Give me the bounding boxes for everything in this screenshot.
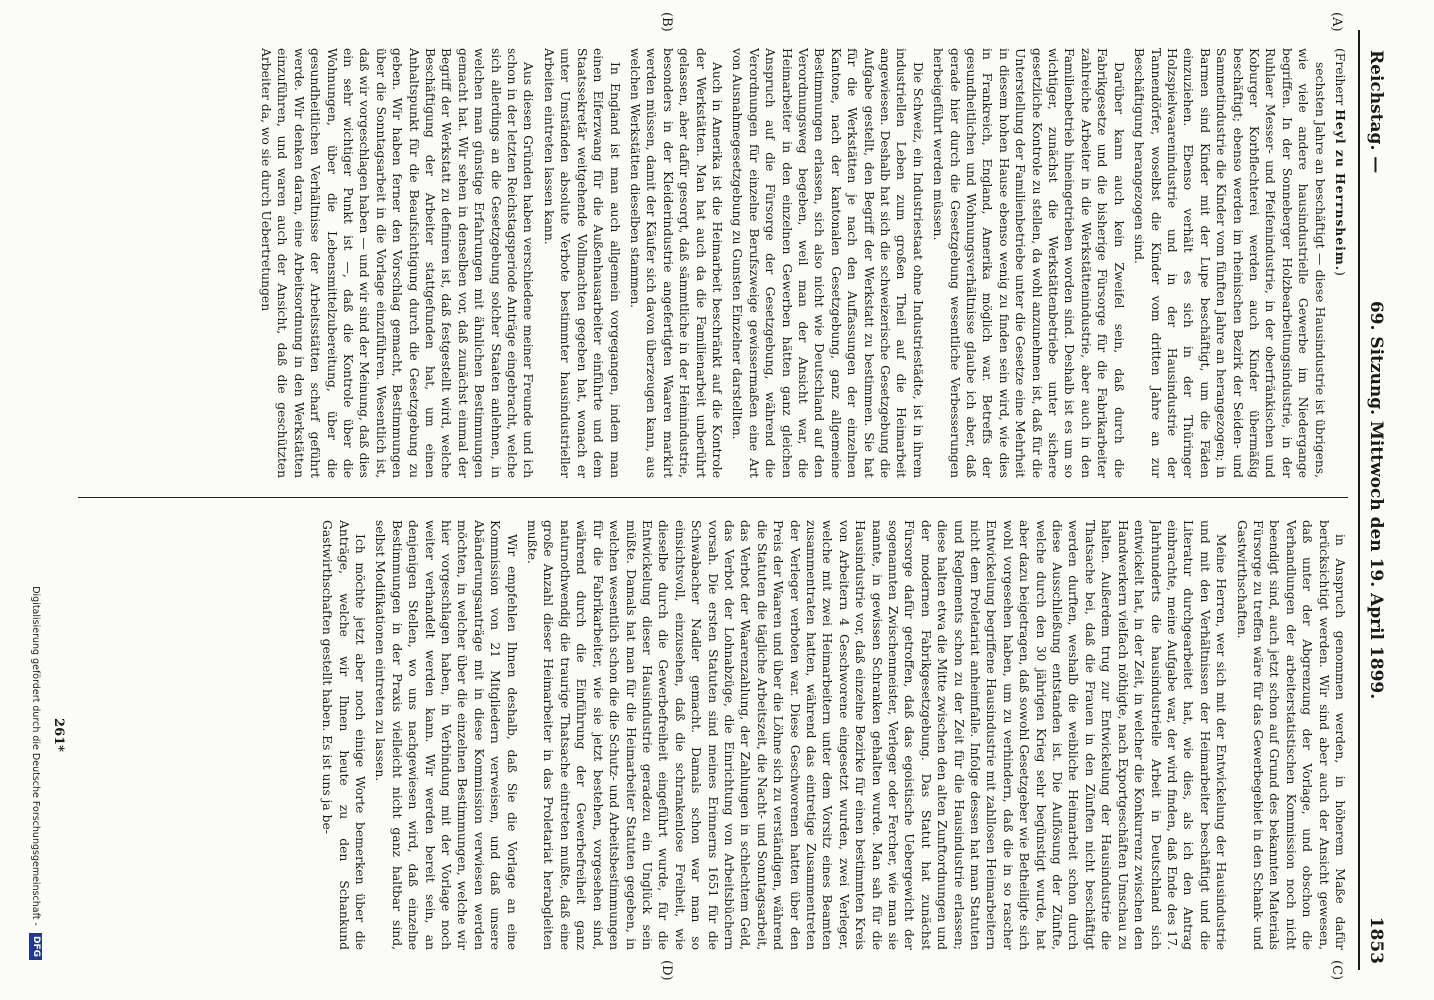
header-chamber: Reichstag. — xyxy=(1366,50,1386,174)
paragraph: Wir empfehlen Ihnen deshalb, daß Sie die Vorlage an eine Kommission von 21 Mitgliedern verweisen, und daß unsere Abänderungsanträge mit in diese Kommission verwiesen werden möchten, in welcher über die einzelnen Bestimmungen, welche wir hier vorgeschlagen haben, in Verbindung mit der Vorlage noch weiter verhandelt werden kann. Wir werden bereit sein, an denjenigen Stellen, wo uns nachgewiesen wird, daß einzelne Bestimmungen in der Praxis vielleicht nicht ganz haltbar sind, selbst Modifikationen eintreten zu lassen. xyxy=(373,520,519,950)
paragraph: Auch in Amerika ist die Heimarbeit beschränkt auf die Kontrole der Werkstätten. Man hat auch da die Familienarbeit unberührt gelassen, aber dafür gesorgt, daß sämmtliche in der Heimindustrie, besonders in der Kleiderindustrie angefertigten Waaren markirt werden müssen, damit der Käufer sich davon überzeugen kann, aus welchen Werkstätten dieselben stammen. xyxy=(627,48,724,478)
speaker-name: Heyl zu Herrnsheim. xyxy=(1333,109,1348,272)
paragraph: Darüber kann auch kein Zweifel sein, daß durch die Fabrikgesetze und die bisherige Fürsorge für die Fabrikarbeiter zahlreiche Arbeiter in die Werkstättenindustrie, aber auch in den Familienbetrieb hineingetrieben worden sind. Deshalb ist es um so wichtiger, zunächst die Werkstättenbetriebe unter sichere gesetzliche Kontrole zu stellen, da wohl anzunehmen ist, daß für die Unterstellung der Familienbetriebe unter die Gesetze eine Mehrheit in diesem hohen Hause ebenso wenig zu finden sein wird, wie dies in Frankreich, England, Amerika möglich war. Betreffs der gesundheitlichen und Wohnungsverhältnisse glaube ich aber, daß gerade hier durch die Gesetzgebung wesentliche Verbesserungen herbeigeführt werden müssen. xyxy=(931,48,1126,478)
header-title: 69. Sitzung. Mittwoch den 19. April 1899. xyxy=(1366,300,1386,700)
paragraph: in Anspruch genommen werden, in höherem Maße dafür berücksichtigt werden. Wir sind aber auch der Ansicht gewesen, daß unter der Abgrenzung der Vorlage, und obschon die Verhandlungen der arbeiterstatistischen Kommission noch nicht beendigt sind, auch jetzt schon auf Grund des bekannten Materials Fürsorge zu treffen wäre für das Gewerbegebiet in den Schank- und Gastwirthschaften. xyxy=(1234,520,1347,950)
page-header xyxy=(1358,30,1388,970)
page-number: 1853 xyxy=(1366,916,1386,964)
credit-text: Digitalisierung gefördert durch die Deutsche Forschungsgemeinschaft - xyxy=(30,586,41,926)
margin-marker-d: (D) xyxy=(659,960,674,981)
dfg-logo: DFG xyxy=(29,933,42,960)
paragraph: In England ist man auch allgemein vorgegangen, indem man einen Eiferzwang für die Außenhausarbeiter einführte und dem Staatssekretär weitgehende Vollmachten gegeben hat, wonach er unter Umständen absolute Verbote bestimmter hausindustrieller Arbeiten eintreten lassen kann. xyxy=(541,48,622,478)
margin-marker-b: (B) xyxy=(659,12,674,32)
digitization-credit xyxy=(24,0,46,960)
speaker-suffix: ) xyxy=(1333,271,1347,276)
sheet-number: 261* xyxy=(51,718,66,752)
speaker-line xyxy=(1332,48,1348,478)
paragraph: Meine Herren, wer sich mit der Entwickelung der Hausindustrie und mit den Verhältnissen der Heimarbeiter beschäftigt und die Literatur durchgearbeitet hat, wie dies, als ich den Antrag einbrachte, meine Aufgabe war, der wird finden, daß Ende des 17. Jahrhunderts die hausindustrielle Arbeit in Deutschland sich entwickelt hat, in der Zeit, in welcher die Konkurrenz zwischen den Handwerkern vielfach nöthigte, nach Exportgeschäften Umschau zu halten. Außerdem trug zur Entwickelung der Hausindustrie die Thatsache bei, daß die Frauen in den Zünften nicht beschäftigt werden durften, weshalb die weibliche Heimarbeit schon durch diese Ausschließung entstanden ist. Die Auflösung der Zünfte, welche durch den 30 jährigen Krieg sehr begünstigt wurde, hat aber dazu beigetragen, daß sowohl Gesetzgeber wie Betheiligte sich wohl vorgesehen haben, um zu verhindern, daß die in so rascher Entwickelung begriffene Hausindustrie mit zahllosen Heimarbeitern nicht dem Proletariat anheimfalle. Infolge dessen hat man Statuten und Reglements schon zu der Zeit für die Hausindustrie erlassen; diese halten etwa die Mitte zwischen den alten Zunftordnungen und der modernen Fabrikgesetzgebung. Das Statut hat zunächst Fürsorge dafür getroffen, daß das egoistische Uebergewicht der sogenannten Zwischenmeister, Verleger oder Fercher, wie man sie nannte, in gewissen Schranken gehalten wurde. Man sah für die Hausindustrie vor, daß einzelne Bezirke für einen bestimmten Kreis von Arbeitern 4 Geschworene eingesetzt wurden, zwei Verleger, welche mit zwei Heimarbeitern unter dem Vorsitz eines Beamten zusammentraten hatten, während das eintretige Zusammentreten der Verleger verboten war. Diese Geschworenen hatten über den Preis der Waaren und über die Löhne sich zu verständigen, während die Statuten die tägliche Arbeitszeit, die Nacht- und Sonntagsarbeit, das Verbot der Waarenzahlung, der Zahlungen in schlechtem Geld, das Verbot der Lohnabzüge, die Einrichtung von Arbeitsbüchern vorsah. Die ersten Statuten sind meines Erinnerns 1651 für die Schwabacher Nadler gemacht. Damals schon war man so einsichtsvoll, einzusehen, daß die schrankenlose Freiheit, wie dieselbe durch die Gewerbefreiheit eingeführt wurde, für die Entwickelung dieser Hausindustrie geradezu ein Unglück sein müßte. Damals hat man für die Heimarbeiter Statuten gegeben, in welchen wesentlich schon die die Schutz- und Arbeitsbestimmungen für die Fabrikarbeiter, wie sie jetzt bestehen, vorgesehen sind, während durch die Einführung der Gewerbefreiheit ganz naturnothwendig die traurige Thatsache eintreten mußte, daß eine große Anzahl dieser Heimarbeiter in das Proletariat herabgleiten mußte. xyxy=(525,520,1229,950)
margin-marker-c: (C) xyxy=(1329,960,1344,981)
paragraph: Aus diesen Gründen haben verschiedene meiner Freunde und ich schon in der letzten Reichstagsperiode Anträge eingebracht, welche sich allerdings an die Gesetzgebung solcher Staaten anlehnen, in welchen man günstige Erfahrungen mit ähnlichen Bestimmungen gemacht hat. Wir sehen in denselben vor, daß zunächst einmal der Begriff der Werkstatt zu definiren ist, daß festgestellt wird, welche Beschäftigung der Arbeiter stattgefunden hat, um einen Anhaltspunkt für die Beaufsichtigung durch die Gesetzgebung zu geben. Wir haben ferner den Vorschlag gemacht, Bestimmungen über die Sonntagsarbeit in die Vorlage einzuführen. Wesentlich ist, daß wir vorgeschlagen haben — und wir sind der Meinung, daß dies ein sehr wichtiger Punkt ist —, daß die Kontrole über die Wohnungen, über die Lebensmittelzubereitung, über die gesundheitlichen Verhältnisse der Arbeitsstätten scharf geführt werde. Wir denken daran, eine Arbeitsordnung in den Werkstätten einzuführen, und waren auch der Ansicht, daß die geschützten Arbeiter da, wo sie durch Uebertretungen xyxy=(259,48,536,478)
margin-marker-a: (A) xyxy=(1329,12,1344,32)
column-divider xyxy=(78,497,1348,498)
paragraph: Ich möchte jetzt aber noch einige Worte bemerken über die Anträge, welche wir Ihnen heute zu den Schankund Gastwirthschaften gestellt haben. Es ist uns ja be- xyxy=(320,520,368,950)
speaker-prefix: (Freiherr xyxy=(1333,48,1347,106)
right-column xyxy=(78,520,1348,950)
paragraph: sechsten Jahre an beschäftigt — diese Hausindustrie ist übrigens, wie viele andere hausindustrielle Gewerbe im Niedergange begriffen. In der Sonneberger Holzbearbeitungsindustrie, in der Ruhlaer Messer- und Pfeifenindustrie, in der oberfränkischen und Koburger Korbflechterei werden auch Kinder übermäßig beschäftigt; ebenso werden im rheinischen Bezirk der Seiden- und Sammetindustrie die Kinder vom fünften Jahre an herangezogen; in Barmen sind Kinder mit der Lupe beschäftigt, um die Fäden einzuziehen. Ebenso verhält es sich in der Thüringer Holzspielwaarenindustrie und in der Hausindustrie der Tannendörfer, woselbst die Kinder vom dritten Jahre an zur Beschäftigung herangezogen sind. xyxy=(1132,48,1327,478)
paragraph: Die Schweiz, ein Industriestaat ohne Industriestädte, ist in ihrem industriellen Leben zum großen Theil auf die Heimarbeit angewiesen. Deshalb hat sich die schweizerische Gesetzgebung die Aufgabe gestellt, den Begriff der Werkstatt zu bestimmen. Sie hat für die Werkstätten je nach den Auffassungen der einzelnen Kantone, nach der kantonalen Gesetzgebung, ganz allgemeine Bestimmungen erlassen, sich also nicht wie Deutschland auf den Verordnungsweg begeben, weil man der Ansicht war, die Heimarbeiter in den einzelnen Gewerben hätten ganz gleichen Anspruch auf die Fürsorge der Gesetzgebung, während die Verordnungen für einzelne Berufszweige gewissermaßen eine Art von Ausnahmegesetzgebung zu Gunsten Einzelner darstellten. xyxy=(730,48,925,478)
left-column xyxy=(78,48,1348,478)
